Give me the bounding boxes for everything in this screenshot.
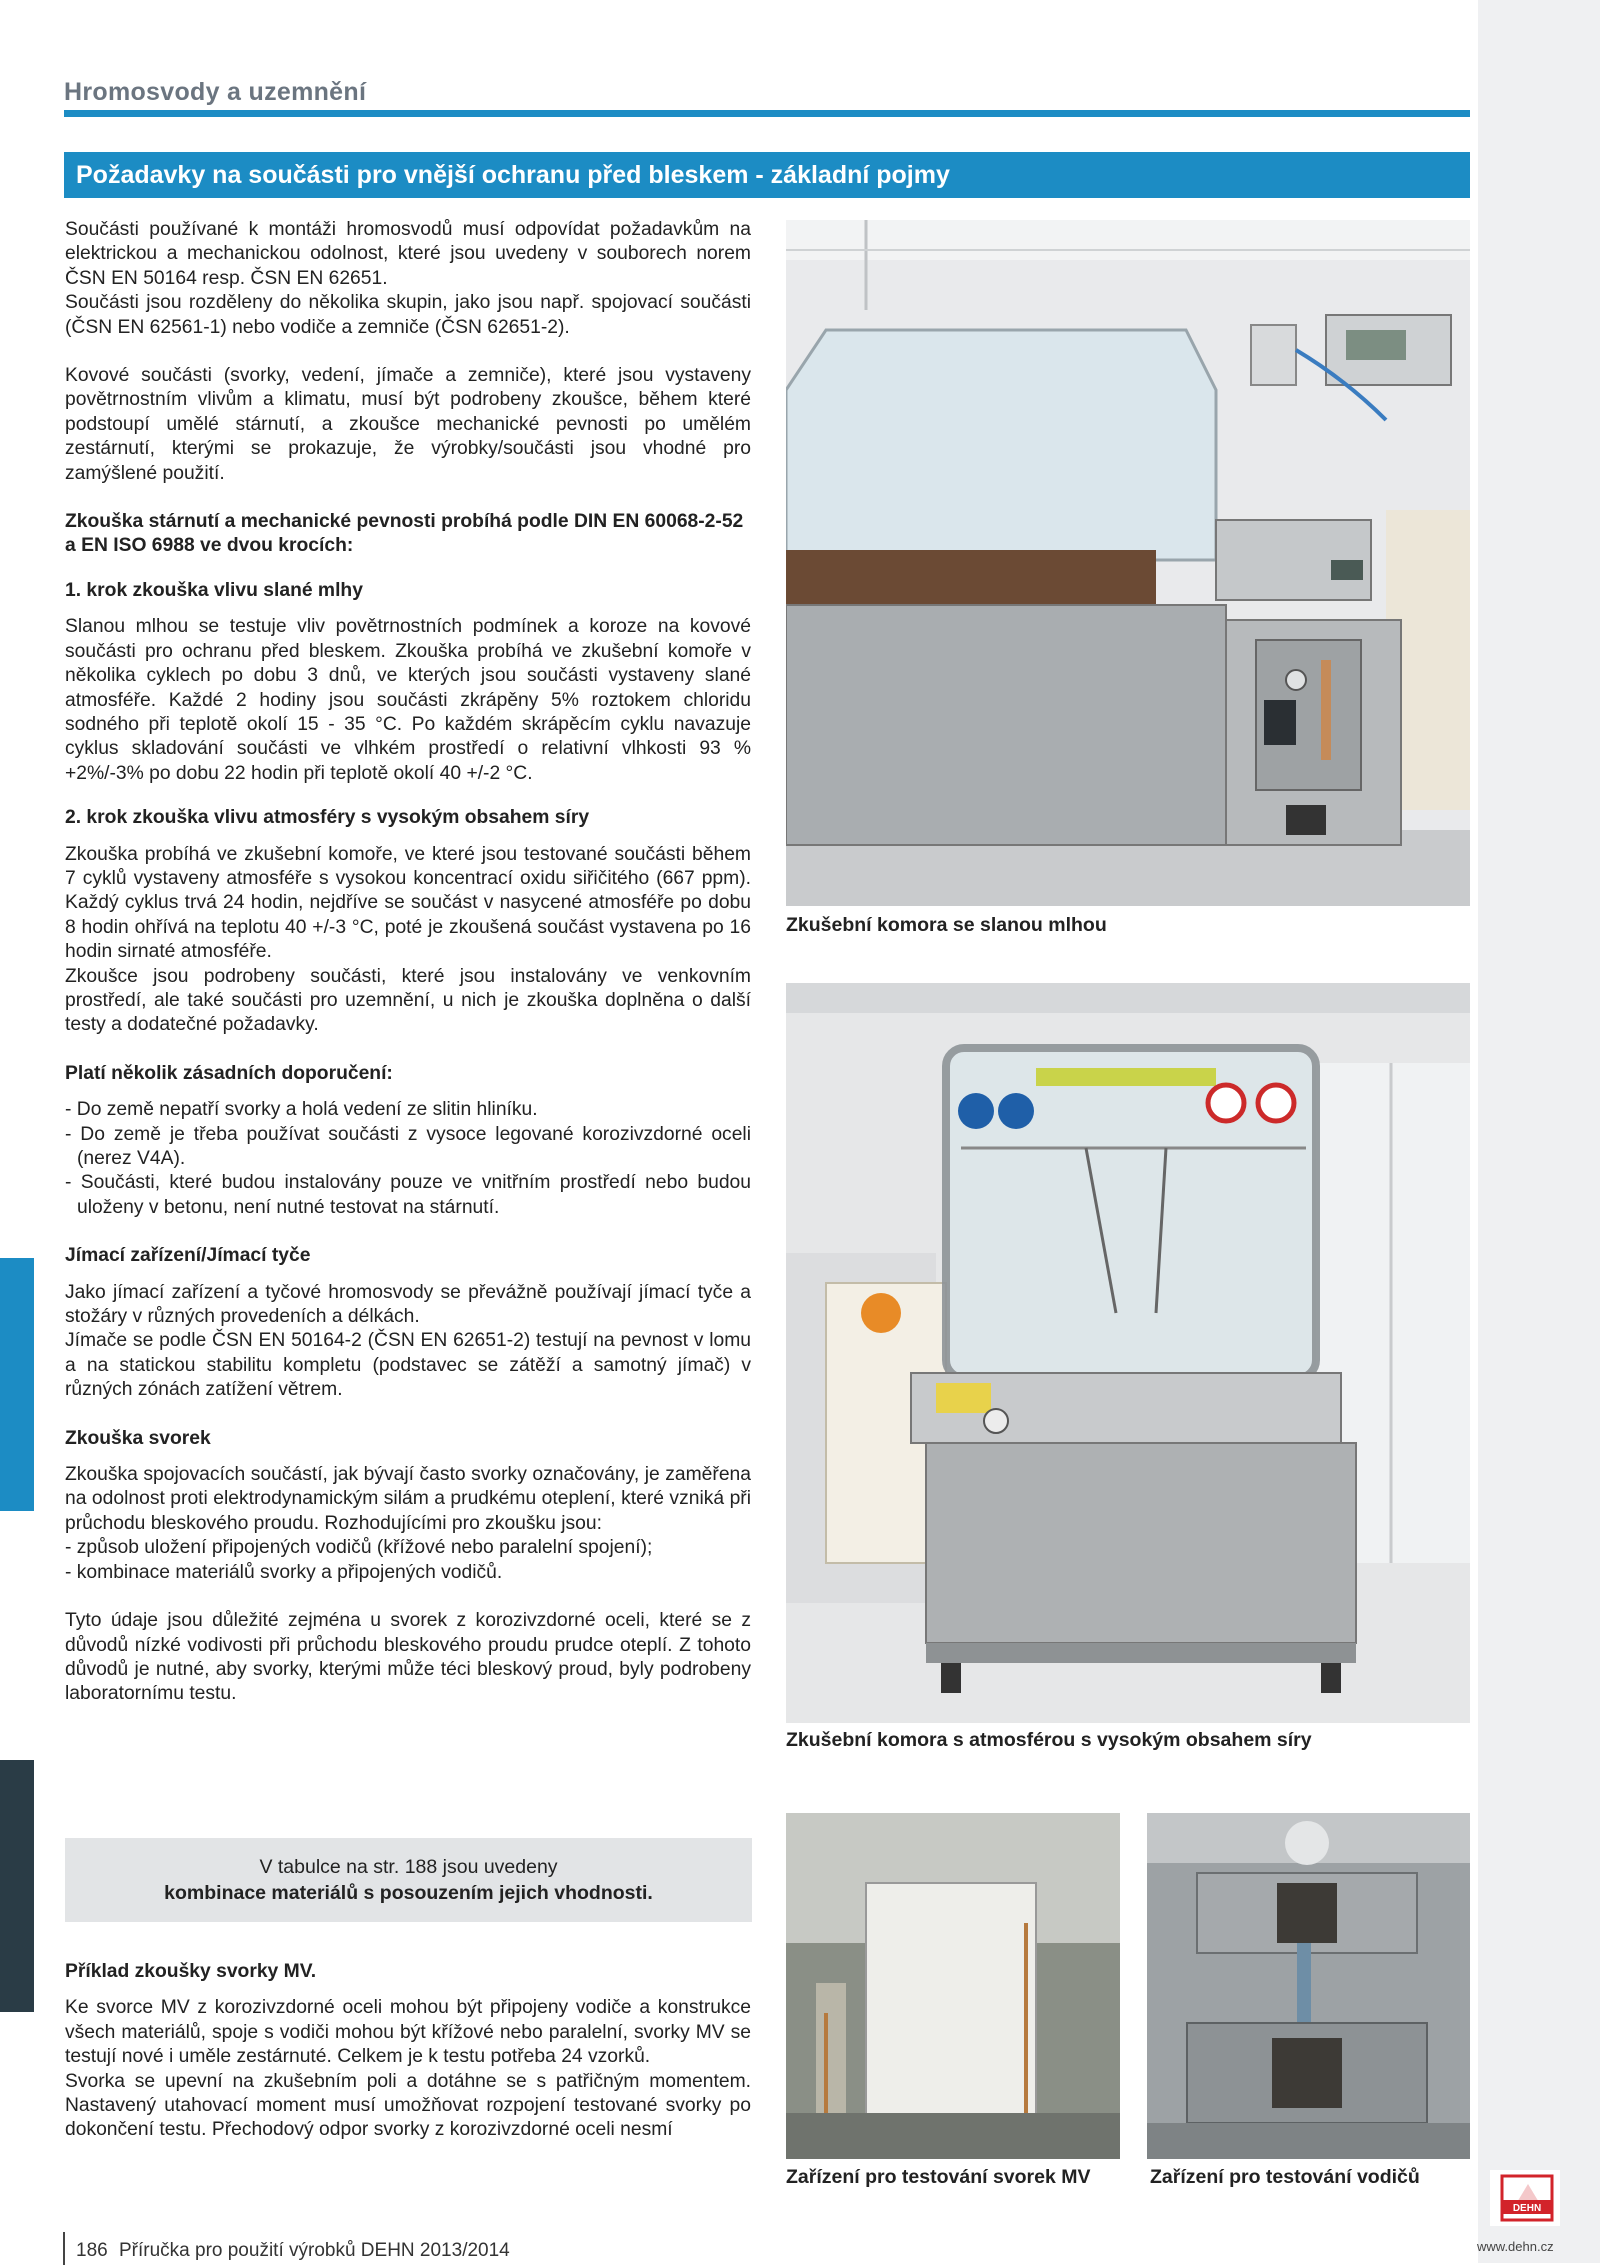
text-column-bottom (65, 1960, 751, 2143)
footer-divider (63, 2232, 65, 2265)
subheading: 1. krok zkouška vlivu slané mlhy (65, 579, 363, 601)
paragraph: Součásti jsou rozděleny do několika skupin, jako jsou např. spojovací součásti (ČSN EN 62561-1) nebo vodiče a zemniče (ČSN 62651-2). (65, 292, 751, 338)
list-item: - kombinace materiálů svorky a připojených vodičů. (65, 1561, 503, 1583)
dehn-logo-image (1490, 2170, 1560, 2226)
subheading: Zkouška svorek (65, 1427, 211, 1449)
paragraph: Součásti používané k montáži hromosvodů musí odpovídat požadavkům na elektrickou a mechanickou odolnost, které jsou uvedeny v souborech norem ČSN EN 50164 resp. ČSN EN 62651. (65, 219, 751, 289)
sulphur-chamber-image (786, 983, 1470, 1723)
paragraph: Zkouška spojovacích součástí, jak bývají často svorky označovány, je zaměřena na odolnost proti elektrodynamickým silám a prudkému oteplení, které vzniká při průchodu bleskového proudu. Rozhodujícími pro zkoušku jsou: (65, 1464, 751, 1534)
website-url: www.dehn.cz (1477, 2239, 1554, 2254)
photo-clamp-testing (786, 1813, 1120, 2159)
note-line-bold: kombinace materiálů s posouzením jejich vhodnosti. (164, 1882, 653, 1904)
photo-salt-mist-chamber (786, 220, 1470, 906)
conductor-testing-image (1147, 1813, 1470, 2159)
header-rule (64, 110, 1470, 117)
caption-photo-4: Zařízení pro testování vodičů (1150, 2166, 1420, 2188)
paragraph: Slanou mlhou se testuje vliv povětrnostních podmínek a koroze na kovové součásti pro ochranu před bleskem. Zkouška probíhá ve zkušební komoře v několika cyklech po dobu 3 dnů, ve kterých jsou součásti vystaveny slané atmosféře. Každé 2 hodiny jsou součásti zkrápěny 5% roztokem chloridu sodného při teplotě okolí 15 - 35 °C. Po každém skrápěcím cyklu navazuje cyklus skladování součásti ve vlhkém prostředí o relativní vlhkosti 93 % +2%/-3% po dobu 22 hodin při teplotě okolí 40 +/-2 °C. (65, 616, 751, 784)
list-item: - Součásti, které budou instalovány pouze ve vnitřním prostředí nebo budou uloženy v betonu, není nutné testovat na stárnutí. (65, 1172, 751, 1218)
text-column (65, 218, 751, 1707)
note-box (65, 1838, 752, 1922)
salt-mist-chamber-image (786, 220, 1470, 906)
section-title: Požadavky na součásti pro vnější ochranu před bleskem - základní pojmy (76, 161, 950, 189)
photo-sulphur-chamber (786, 983, 1470, 1723)
list-item: - Do země nepatří svorky a holá vedení ze slitin hliníku. (65, 1099, 538, 1121)
note-line: V tabulce na str. 188 jsou uvedeny (259, 1856, 558, 1878)
paragraph: Jímače se podle ČSN EN 50164-2 (ČSN EN 62651-2) testují na pevnost v lomu a na statickou stabilitu kompletu (podstavec se zátěží a samotný jímač) v různých zónách zatížení větrem. (65, 1330, 751, 1401)
paragraph: Tyto údaje jsou důležité zejména u svorek z korozivzdorné oceli, které se z důvodů nízké vodivosti při průchodu bleskového proudu prudce oteplí. Z tohoto důvodů je nutné, aby svorky, kterými může téci bleskový proud, byly podrobeny laboratornímu testu. (65, 1610, 751, 1705)
side-tab-dark (0, 1760, 34, 2012)
paragraph: Kovové součásti (svorky, vedení, jímače a zemniče), které jsou vystaveny povětrnostním vlivům a klimatu, musí být podrobeny zkoušce, během které podstoupí umělé stárnutí, a zkoušce mechanické pevnosti po umělém zestárnutí, kterými se prokazuje, že výrobky/součásti jsou vhodné pro zamýšlené použití. (65, 365, 751, 484)
subheading: 2. krok zkouška vlivu atmosféry s vysokým obsahem síry (65, 807, 590, 829)
paragraph: Ke svorce MV z korozivzdorné oceli mohou být připojeny vodiče a konstrukce všech materiálů, spoje s vodiči mohou být křížové nebo paralelní, svorky MV se testují nové i uměle zestárnuté. Celkem je k testu potřeba 24 vzorků. (65, 1997, 751, 2068)
subheading: Jímací zařízení/Jímací tyče (65, 1245, 311, 1267)
paragraph: Svorka se upevní na zkušebním poli a dotáhne se s patřičným momentem. Nastavený utahovací moment musí umožňovat rozpojení testované svorky po dokončení testu. Přechodový odpor svorky z korozivzdorné oceli nesmí (65, 2070, 751, 2141)
caption-photo-2: Zkušební komora s atmosférou s vysokým obsahem síry (786, 1729, 1312, 1751)
footer (76, 2240, 510, 2262)
subheading: Platí několik zásadních doporučení: (65, 1062, 393, 1084)
paragraph: Zkoušce jsou podrobeny součásti, které jsou instalovány ve venkovním prostředí, ale také součásti pro uzemnění, u nich je zkouška doplněna o další testy a dodatečné požadavky. (65, 965, 751, 1036)
caption-photo-3: Zařízení pro testování svorek MV (786, 2166, 1091, 2188)
paragraph: Zkouška probíhá ve zkušební komoře, ve které jsou testované součásti během 7 cyklů vystaveny atmosféře s vysokou koncentrací oxidu siřičitého (667 ppm). Každý cyklus trvá 24 hodin, nejdříve se součást v nasycené atmosféře po dobu 8 hodin ohřívá na teplotu 40 +/-3 °C, poté je zkoušená součást vystavena po 16 hodin sirnaté atmosféře. (65, 843, 751, 963)
page-header: Hromosvody a uzemnění (64, 78, 367, 106)
side-tab-blue (0, 1258, 34, 1511)
right-margin-strip (1478, 0, 1600, 2263)
svg-text:DEHN: DEHN (1512, 2203, 1542, 2214)
list-item: - způsob uložení připojených vodičů (křížové nebo paralelní spojení); (65, 1537, 653, 1559)
clamp-testing-image (786, 1813, 1120, 2159)
list-item: - Do země je třeba používat součásti z vysoce legované korozivzdorné oceli (nerez V4A). (65, 1123, 751, 1169)
caption-photo-1: Zkušební komora se slanou mlhou (786, 914, 1107, 936)
subheading: Příklad zkoušky svorky MV. (65, 1961, 317, 1982)
photo-conductor-testing (1147, 1813, 1470, 2159)
dehn-logo (1490, 2170, 1560, 2226)
subheading: Zkouška stárnutí a mechanické pevnosti probíhá podle DIN EN 60068-2-52 a EN ISO 6988 ve dvou krocích: (65, 511, 744, 557)
section-title-bar (64, 152, 1470, 198)
paragraph: Jako jímací zařízení a tyčové hromosvody se převážně používají jímací tyče a stožáry v různých provedeních a délkách. (65, 1281, 751, 1328)
page-number: 186 (76, 2240, 108, 2261)
footer-text: Příručka pro použití výrobků DEHN 2013/2014 (118, 2240, 510, 2261)
